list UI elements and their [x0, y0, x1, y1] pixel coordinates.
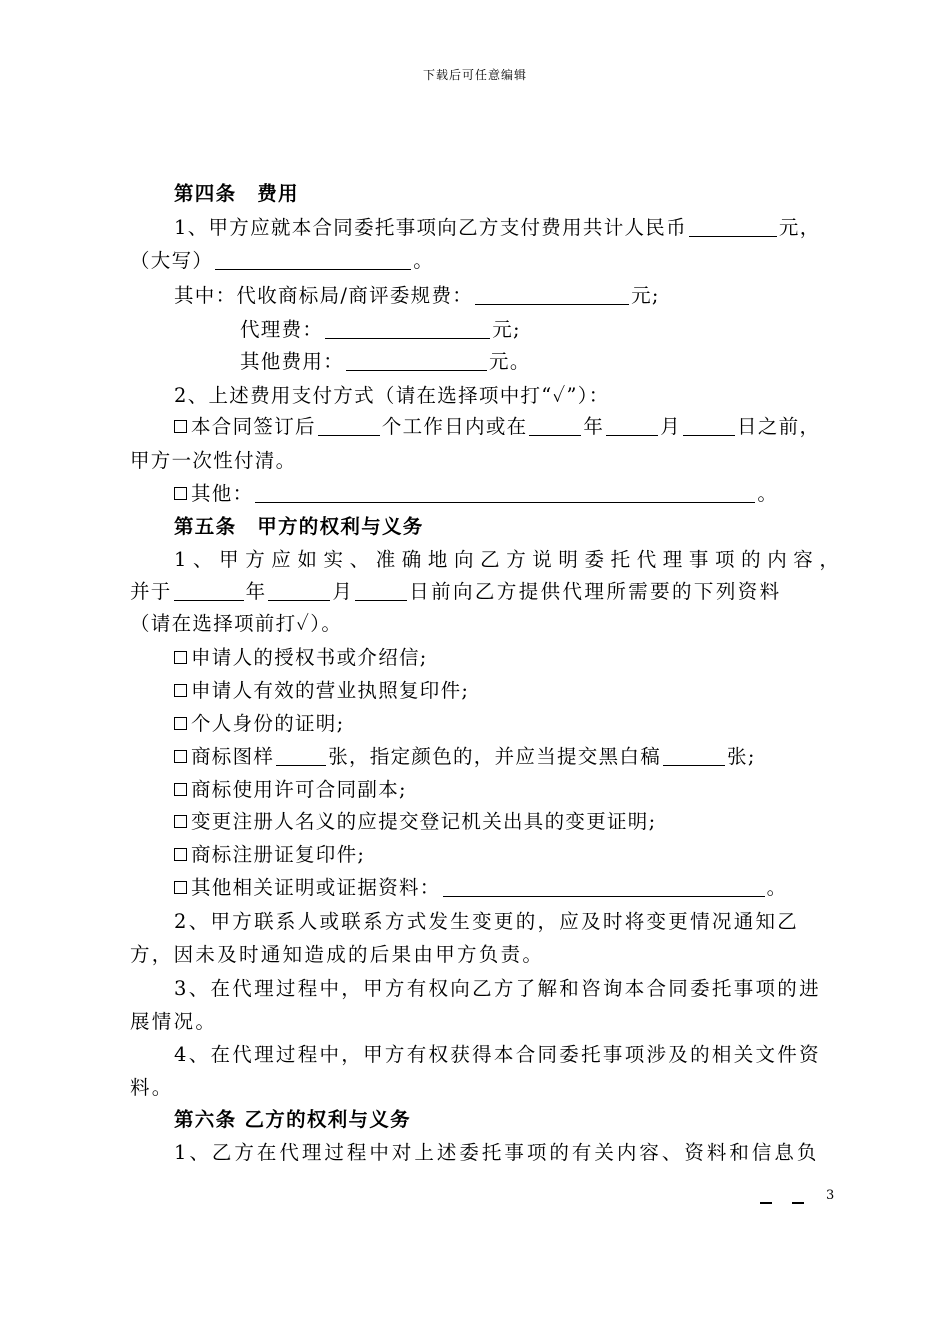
fee-capital-blank[interactable] — [215, 250, 411, 270]
material-2-text: 申请人有效的营业执照复印件; — [191, 679, 470, 702]
art5-p3-line1: 3、在代理过程中，甲方有权向乙方了解和咨询本合同委托事项的进 — [174, 977, 821, 1000]
material-item-6 — [174, 806, 656, 834]
year-label: 年 — [583, 415, 605, 438]
payment-option-2 — [174, 478, 778, 506]
other-fee-line — [240, 346, 531, 374]
submit-day-blank[interactable] — [355, 581, 407, 601]
day-blank[interactable] — [683, 416, 735, 436]
agency-fee-unit: 元; — [492, 318, 521, 341]
article-6-title: 第六条 乙方的权利与义务 — [174, 1108, 411, 1131]
other-fee-unit: 元。 — [489, 350, 531, 373]
official-fee-text: 其中：代收商标局/商评委规费： — [174, 284, 474, 307]
sample-count-blank[interactable] — [276, 746, 326, 766]
agency-fee-blank[interactable] — [325, 319, 490, 339]
art5-p1-text-a: 并于 — [130, 580, 172, 603]
material-6-text: 变更注册人名义的应提交登记机关出具的变更证明; — [191, 810, 657, 833]
art5-p2-line2: 方，因未及时通知造成的后果由甲方负责。 — [130, 943, 545, 966]
material-4-text-c: 张; — [727, 745, 756, 768]
fee-capital-text: （大写） — [130, 249, 214, 272]
art6-p1-line1: 1、乙方在代理过程中对上述委托事项的有关内容、资料和信息负 — [174, 1141, 820, 1164]
payment-option-2-checkbox[interactable] — [174, 487, 187, 500]
material-7-checkbox[interactable] — [174, 848, 187, 861]
other-materials-blank[interactable] — [443, 877, 765, 897]
art5-p4-line2: 料。 — [130, 1076, 174, 1099]
fee-capital-line — [130, 245, 434, 273]
payment-option-2-end: 。 — [757, 482, 779, 505]
payment-option-1 — [174, 411, 820, 439]
bw-count-blank[interactable] — [663, 746, 725, 766]
material-5-text: 商标使用许可合同副本; — [191, 778, 407, 801]
art5-p3-line2: 展情况。 — [130, 1010, 218, 1033]
page-header: 下载后可任意编辑 — [422, 68, 527, 82]
workdays-blank[interactable] — [318, 416, 380, 436]
submit-year-blank[interactable] — [174, 581, 244, 601]
submit-month-label: 月 — [332, 580, 354, 603]
material-8-end: 。 — [766, 876, 788, 899]
material-3-checkbox[interactable] — [174, 717, 187, 730]
material-item-4 — [174, 741, 756, 769]
article-4-title: 第四条 费用 — [174, 182, 299, 205]
material-item-5 — [174, 774, 407, 802]
art5-p1-text-d: 日前向乙方提供代理所需要的下列资料 — [409, 580, 782, 603]
material-1-checkbox[interactable] — [174, 651, 187, 664]
material-6-checkbox[interactable] — [174, 815, 187, 828]
art5-p2-line1: 2、甲方联系人或联系方式发生变更的，应及时将变更情况通知乙 — [174, 910, 800, 933]
fee-total-text: 1、甲方应就本合同委托事项向乙方支付费用共计人民币 — [174, 216, 687, 239]
art5-p4-line1: 4、在代理过程中，甲方有权获得本合同委托事项涉及的相关文件资 — [174, 1043, 821, 1066]
fee-total-blank[interactable] — [689, 217, 777, 237]
material-4-text-b: 张，指定颜色的，并应当提交黑白稿 — [328, 745, 662, 768]
material-item-7 — [174, 839, 365, 867]
art5-p1-line3: （请在选择项前打✓）。 — [130, 612, 343, 635]
fee-total-unit: 元， — [778, 216, 821, 239]
material-4-text-a: 商标图样 — [191, 745, 275, 768]
material-7-text: 商标注册证复印件; — [191, 843, 366, 866]
material-item-8 — [174, 872, 787, 900]
year-blank[interactable] — [529, 416, 581, 436]
official-fee-line — [174, 280, 660, 308]
material-3-text: 个人身份的证明; — [191, 712, 345, 735]
other-fee-text: 其他费用： — [240, 350, 345, 373]
agency-fee-line — [240, 314, 521, 342]
material-8-text: 其他相关证明或证据资料： — [191, 876, 441, 899]
payment-option-2-text: 其他： — [191, 482, 254, 505]
art5-p1-line1: 1、甲方应如实、准确地向乙方说明委托代理事项的内容， — [174, 548, 846, 571]
other-fee-blank[interactable] — [346, 351, 487, 371]
art5-p1-line2 — [130, 576, 782, 604]
payment-option-1-checkbox[interactable] — [174, 420, 187, 433]
submit-year-label: 年 — [245, 580, 267, 603]
material-item-2 — [174, 675, 469, 703]
article-5-title: 第五条 甲方的权利与义务 — [174, 515, 424, 538]
day-label: 日之前， — [737, 415, 821, 438]
month-blank[interactable] — [606, 416, 658, 436]
page-number: 3 — [826, 1188, 835, 1203]
material-1-text: 申请人的授权书或介绍信; — [191, 646, 428, 669]
material-item-3 — [174, 708, 344, 736]
payment-method-line: 2、上述费用支付方式（请在选择项中打“✓”）： — [174, 384, 610, 407]
payment-option-1-text-a: 本合同签订后 — [191, 415, 316, 438]
payment-option-1-cont: 甲方一次性付清。 — [130, 449, 297, 472]
footer-dash-2 — [792, 1202, 804, 1204]
material-8-checkbox[interactable] — [174, 881, 187, 894]
official-fee-blank[interactable] — [475, 285, 629, 305]
payment-option-1-text-b: 个工作日内或在 — [381, 415, 528, 438]
submit-month-blank[interactable] — [268, 581, 330, 601]
footer-dash-1 — [760, 1202, 772, 1204]
material-5-checkbox[interactable] — [174, 783, 187, 796]
month-label: 月 — [660, 415, 682, 438]
official-fee-unit: 元; — [631, 284, 660, 307]
payment-other-blank[interactable] — [255, 483, 755, 503]
material-item-1 — [174, 642, 428, 670]
page-footer — [760, 1196, 824, 1212]
material-2-checkbox[interactable] — [174, 684, 187, 697]
fee-total-line — [174, 212, 821, 240]
material-4-checkbox[interactable] — [174, 750, 187, 763]
fee-capital-end: 。 — [413, 249, 435, 272]
agency-fee-text: 代理费： — [240, 318, 324, 341]
